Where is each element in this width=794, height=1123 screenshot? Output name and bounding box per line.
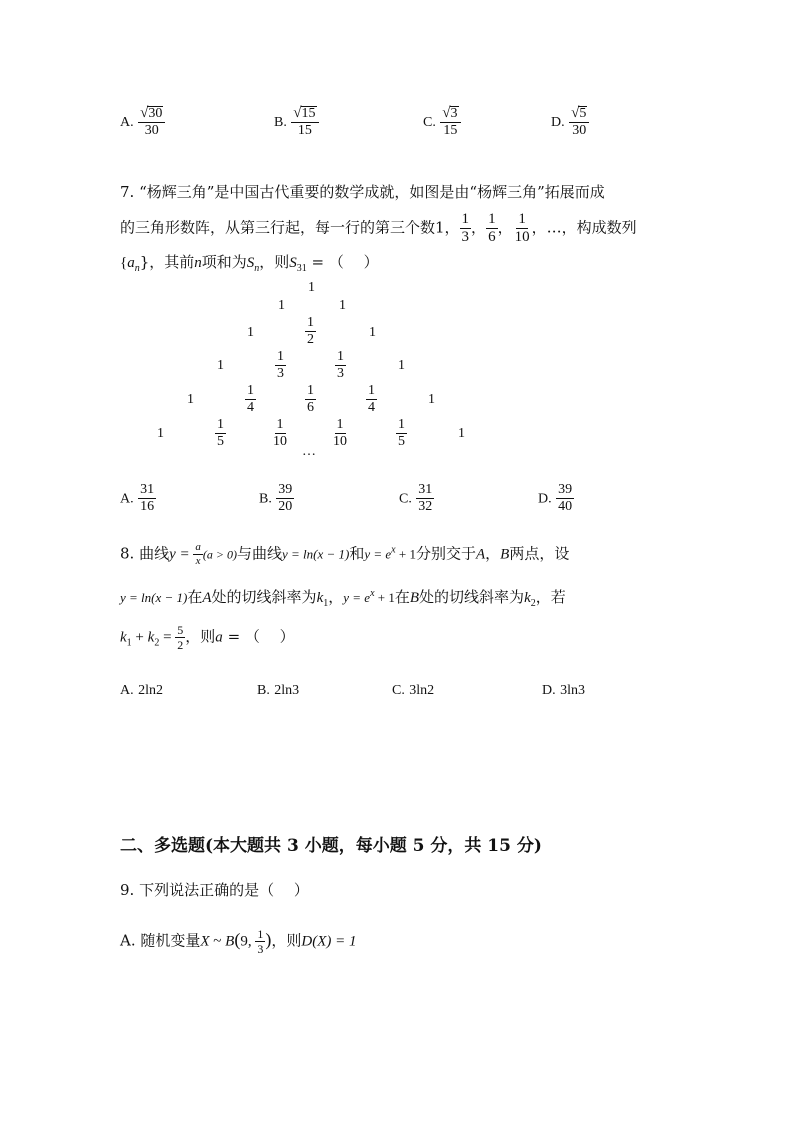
q7-stem-line1: 7. “杨辉三角”是中国古代重要的数学成就，如图是由“杨辉三角”拓展而成 — [120, 183, 605, 201]
fraction: $\frac{31}{16}$ — [140, 482, 155, 514]
q6-option-c — [423, 106, 461, 138]
q8-stem-line1: 8. 曲线y = $\frac{a}{x}$ (a > 0)与曲线y = ln(x − 1)和$y = e^x + 1$分别交于A，B两点，设 — [120, 541, 570, 567]
cell-1: 1 — [339, 298, 346, 313]
fraction: $\frac{a}{x}$ — [195, 541, 201, 567]
cell-half: $\frac{1}{2}$ — [307, 315, 314, 347]
q7-option-c: C. $\frac{31}{32}$ — [399, 482, 433, 514]
cell-quarter: $\frac{1}{4}$ — [368, 383, 375, 415]
cell-fifth: $\frac{1}{5}$ — [398, 417, 405, 449]
cell-1: 1 — [398, 358, 405, 373]
cell-quarter: $\frac{1}{4}$ — [247, 383, 254, 415]
q8-option-a: A. 2ln2 — [120, 683, 163, 698]
q7-stem-line2: 的三角形数阵，从第三行起，每一行的第三个数1， $\frac{1}{3}$ ， $\frac{1}{6}$ ， $\frac{1}{10}$ ，…，构成数列 — [120, 211, 637, 245]
cell-1: 1 — [187, 392, 194, 407]
cell-sixth: $\frac{1}{6}$ — [307, 383, 314, 415]
cell-tenth: $\frac{1}{10}$ — [333, 417, 347, 449]
q6-option-a — [120, 106, 165, 138]
fraction: $\frac{1}{3}$ — [257, 927, 264, 956]
fraction: $\frac{39}{40}$ — [558, 482, 573, 514]
cell-1: 1 — [278, 298, 285, 313]
option-letter: D. — [551, 115, 565, 130]
fraction: √ 30 30 — [138, 106, 165, 138]
option-letter: C. — [423, 115, 436, 130]
section-title: 二、多选题(本大题共 3 小题，每小题 5 分，共 15 分) — [120, 836, 542, 856]
q6-option-d — [551, 106, 589, 138]
q6-option-b — [274, 106, 319, 138]
ellipsis: … — [302, 444, 316, 459]
fraction: $\frac{31}{32}$ — [418, 482, 433, 514]
cell-fifth: $\frac{1}{5}$ — [217, 417, 224, 449]
fraction: $\frac{1}{3}$ — [461, 211, 470, 245]
q8-stem-line2: y = ln(x − 1)在A处的切线斜率为$k_1$，$y = e^x + 1$在B处的切线斜率为$k_2$，若 — [120, 588, 566, 609]
cell-third: $\frac{1}{3}$ — [277, 349, 284, 381]
option-letter: A. — [120, 115, 134, 130]
cell-1: 1 — [308, 280, 315, 295]
fraction: √ 3 15 — [440, 106, 460, 138]
fraction: $\frac{1}{10}$ — [514, 211, 530, 245]
cell-1: 1 — [157, 426, 164, 441]
fraction: √ 5 30 — [569, 106, 589, 138]
cell-1: 1 — [217, 358, 224, 373]
cell-1: 1 — [369, 325, 376, 340]
fraction: $\frac{5}{2}$ — [177, 623, 184, 652]
q8-option-c: C. 3ln2 — [392, 683, 435, 698]
fraction: $\frac{1}{6}$ — [488, 211, 496, 245]
cell-1: 1 — [247, 325, 254, 340]
q8-option-d: D. 3ln3 — [542, 683, 585, 698]
fraction: √ 15 15 — [291, 106, 318, 138]
fraction: $\frac{39}{20}$ — [278, 482, 293, 514]
q7-stem-line3: $\{a_n\}$，其前n项和为$S_n$，则$S_{31}$ = （ ） — [120, 253, 379, 274]
q9-stem: 9. 下列说法正确的是（ ） — [120, 881, 309, 899]
cell-1: 1 — [428, 392, 435, 407]
q8-option-b: B. 2ln3 — [257, 683, 300, 698]
q7-option-a: A. $\frac{31}{16}$ — [120, 482, 155, 514]
cell-tenth: $\frac{1}{10}$ — [273, 417, 287, 449]
q7-option-d: D. $\frac{39}{40}$ — [538, 482, 573, 514]
cell-third: $\frac{1}{3}$ — [337, 349, 344, 381]
option-letter: B. — [274, 115, 287, 130]
cell-1: 1 — [458, 426, 465, 441]
q8-stem-line3: $k_1 + k_2$ = $\frac{5}{2}$ ，则a = （ ） — [120, 623, 295, 652]
q9-option-a: A. 随机变量X ~ B(9, $\frac{1}{3}$ )，则D(X) = 1 — [120, 927, 357, 956]
q7-option-b: B. $\frac{39}{20}$ — [259, 482, 293, 514]
